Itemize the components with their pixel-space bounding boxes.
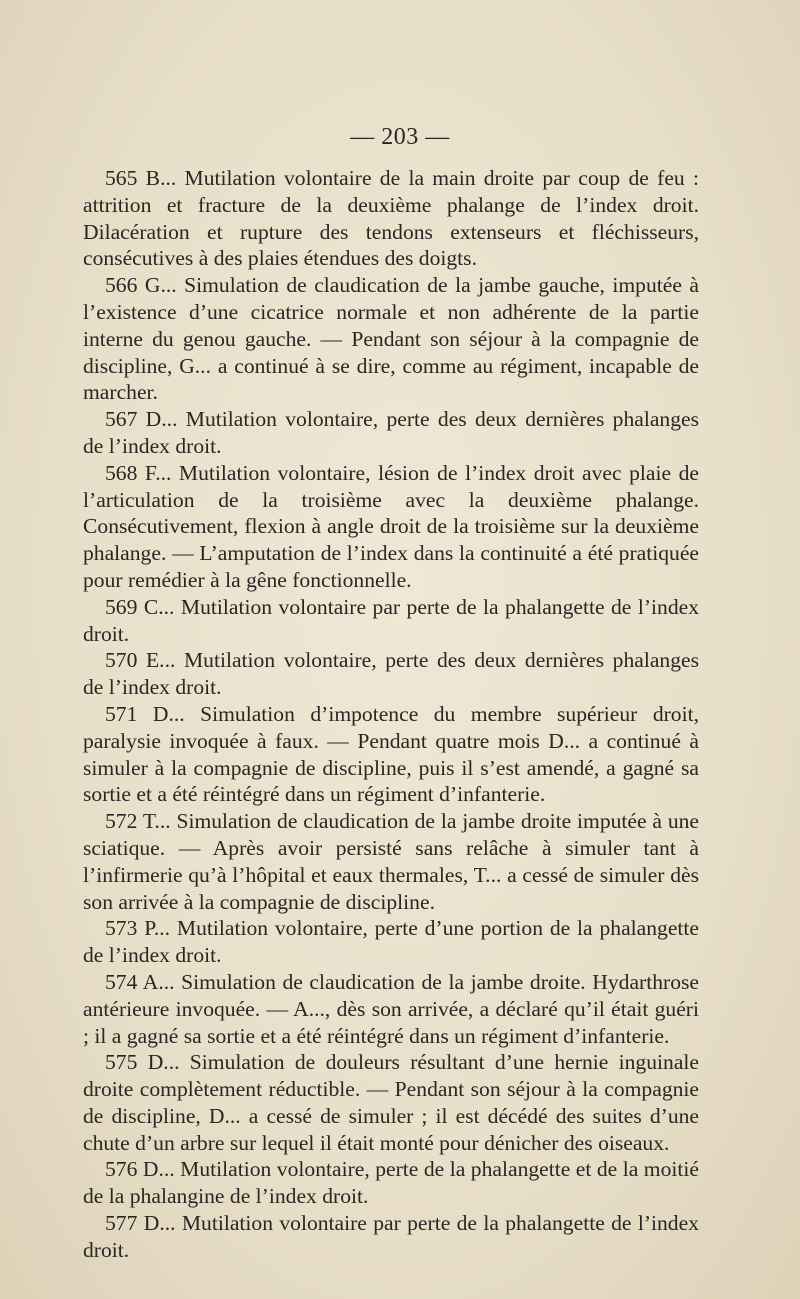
entry-568: 568 F... Mutilation volontaire, lésion de l’index droit avec plaie de l’articulation de la troisième avec la deuxième phalange. Consécutivement, flexion à angle droit de la troisième sur la deuxième phalange. — L’amputation de l’index dans la continuité a été pratiquée pour remédier à la gêne fonctionnelle. <box>83 460 699 592</box>
entry-566: 566 G... Simulation de claudication de la jambe gauche, imputée à l’existence d’une cicatrice normale et non adhérente de la partie interne du genou gauche. — Pendant son séjour à la compagnie de discipline, G... a continué à se dire, comme au régiment, incapable de marcher. <box>83 273 699 405</box>
entry-574: 574 A... Simulation de claudication de la jambe droite. Hydarthrose antérieure invoquée. — A..., dès son arrivée, a déclaré qu’il était guéri ; il a gagné sa sortie et a été réintégré dans un régiment d’infanterie. <box>83 969 699 1048</box>
entry-572: 572 T... Simulation de claudication de la jambe droite imputée à une sciatique. — Après avoir persisté sans relâche à simuler tant à l’infirmerie qu’à l’hôpital et eaux thermales, T... a cessé de simuler dès son arrivée à la compagnie de discipline. <box>83 809 699 914</box>
entry-565: 565 B... Mutilation volontaire de la main droite par coup de feu : attrition et fracture de la deuxième phalange de l’index droit. Dilacération et rupture des tendons extenseurs et fléchisseurs, consécutives à des plaies étendues des doigts. <box>83 166 699 271</box>
entry-577: 577 D... Mutilation volontaire par perte de la phalangette de l’index droit. <box>83 1211 699 1262</box>
entry-571: 571 D... Simulation d’impotence du membre supérieur droit, paralysie invoquée à faux. — Pendant quatre mois D... a continué à simuler à la compagnie de discipline, puis il s’est amendé, a gagné sa sortie et a été réintégré dans un régiment d’infanterie. <box>83 701 699 807</box>
entry-576: 576 D... Mutilation volontaire, perte de la phalangette et de la moitié de la phalangine de l’index droit. <box>83 1157 699 1209</box>
entry-573: 573 P... Mutilation volontaire, perte d’une portion de la phalangette de l’index droit. <box>83 916 699 968</box>
text-block <box>83 165 699 1264</box>
entry-575: 575 D... Simulation de douleurs résultant d’une hernie inguinale droite complètement réductible. — Pendant son séjour à la compagnie de discipline, D... a cessé de simuler ; il est décédé des suites d’une chute d’un arbre sur lequel il était monté pour dénicher des oiseaux. <box>83 1050 699 1155</box>
entry-567: 567 D... Mutilation volontaire, perte des deux dernières phalanges de l’index droit. <box>83 407 699 458</box>
entry-570: 570 E... Mutilation volontaire, perte des deux dernières phalanges de l’index droit. <box>83 648 699 700</box>
page-number: — 203 — <box>350 124 450 150</box>
entry-569: 569 C... Mutilation volontaire par perte de la phalangette de l’index droit. <box>83 594 699 646</box>
